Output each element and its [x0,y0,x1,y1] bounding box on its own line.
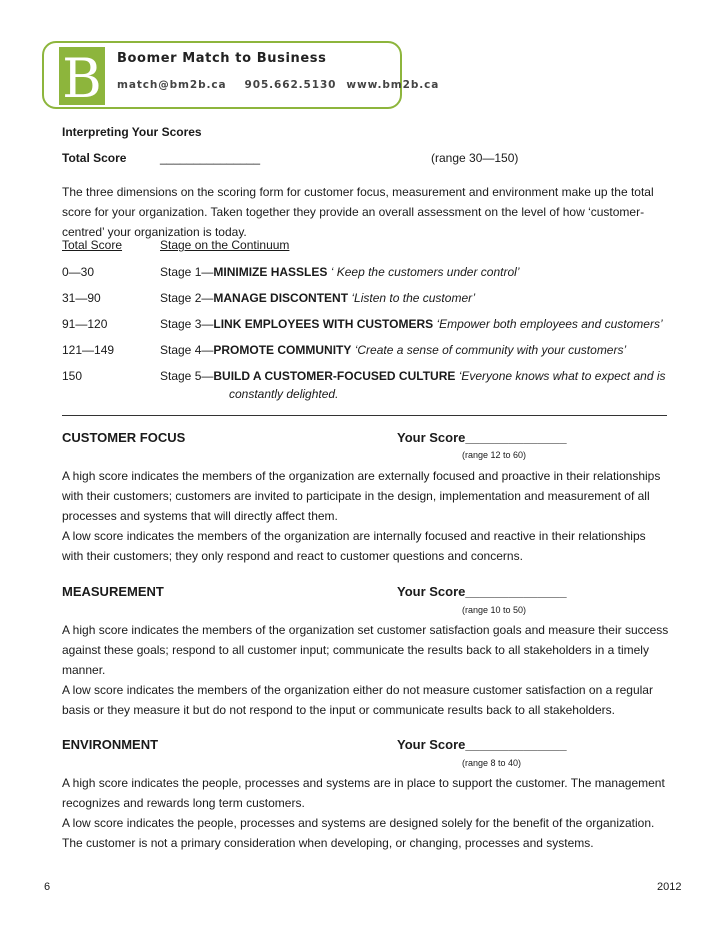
paragraph-line: manner. [62,663,106,677]
website-link[interactable]: www.bm2b.ca [346,79,440,91]
paragraph-line: with their customers; customers are invited to participate in the design, implementation and measurement of all [62,489,650,503]
paragraph-line: with their customers; they only respond and react to customer questions and concerns. [62,549,523,563]
total-score-label: Total Score [62,151,127,165]
section-title-interpreting: Interpreting Your Scores [62,125,202,139]
paragraph-line: A high score indicates the members of the organization set customer satisfaction goals and measure their success [62,623,669,637]
stage-row: Stage 2—MANAGE DISCONTENT ‘Listen to the customer’ [160,291,476,305]
paragraph-line: A high score indicates the people, processes and systems are in place to support the customer. The management [62,776,665,790]
paragraph-line: The customer is not a primary consideration when developing, or changing, processes and systems. [62,836,594,850]
stage-row: Stage 3—LINK EMPLOYEES WITH CUSTOMERS ‘Empower both employees and customers’ [160,317,663,331]
interpreting-paragraph [62,182,654,242]
page-number: 6 [44,881,51,893]
stage-quote-continued: constantly delighted. [229,387,339,401]
svg-text:B: B [62,47,102,105]
paragraph-line: centred’ your organization is today. [62,225,247,239]
paragraph-line: score for your organization. Taken together they provide an overall assessment on the level of how ‘customer- [62,205,645,219]
paragraph-line: against these goals; respond to all customer input; communicate the results back to all stakeholders in a timely [62,643,649,657]
contact-info [117,79,439,91]
footer-year: 2012 [657,881,682,893]
column-header-stage: Stage on the Continuum [160,238,290,252]
stage-range: 121—149 [62,343,115,357]
total-score-blank: _______________ [160,151,261,165]
score-field-environment: Your Score______________ [397,737,567,752]
section-title-environment: ENVIRONMENT [62,737,159,752]
email-address[interactable]: match@bm2b.ca [117,79,227,91]
score-field-measurement: Your Score______________ [397,584,567,599]
paragraph-line: A low score indicates the people, processes and systems are designed solely for the benefit of the organization. [62,816,655,830]
stage-row: Stage 4—PROMOTE COMMUNITY ‘Create a sense of community with your customers’ [160,343,627,357]
section-body-environment [62,773,665,853]
stage-range: 0—30 [62,265,95,279]
score-field-customer-focus: Your Score______________ [397,430,567,445]
score-range-measurement: (range 10 to 50) [462,605,527,615]
company-logo [59,47,105,105]
company-name: Boomer Match to Business [117,51,327,66]
section-body-measurement [62,620,668,720]
column-header-total: Total Score [62,238,123,252]
stage-range: 91—120 [62,317,108,331]
total-score-range: (range 30—150) [431,151,519,165]
paragraph-line: basis or they measure it but do not respond to the input or communicate results back to all stakeholders. [62,703,615,717]
section-title-measurement: MEASUREMENT [62,584,164,599]
section-title-customer-focus: CUSTOMER FOCUS [62,430,186,445]
paragraph-line: The three dimensions on the scoring form for customer focus, measurement and environment make up the total [62,185,654,199]
paragraph-line: A high score indicates the members of the organization are externally focused and proactive in their relationships [62,469,661,483]
score-range-customer-focus: (range 12 to 60) [462,450,527,460]
stage-row: Stage 5—BUILD A CUSTOMER-FOCUSED CULTURE ‘Everyone knows what to expect and is [160,369,666,383]
paragraph-line: recognizes and rewards long term customers. [62,796,305,810]
paragraph-line: processes and systems that will directly affect them. [62,509,338,523]
letterhead [42,41,440,109]
paragraph-line: A low score indicates the members of the organization are internally focused and reactive in their relationships [62,529,646,543]
paragraph-line: A low score indicates the members of the organization either do not measure customer satisfaction on a regular [62,683,653,697]
score-range-environment: (range 8 to 40) [462,758,522,768]
stage-range: 31—90 [62,291,101,305]
stage-range: 150 [62,369,83,383]
stage-row: Stage 1—MINIMIZE HASSLES ‘ Keep the customers under control’ [160,265,520,279]
divider-line [62,415,667,416]
section-body-customer-focus [62,466,660,566]
phone-number: 905.662.5130 [244,79,337,91]
